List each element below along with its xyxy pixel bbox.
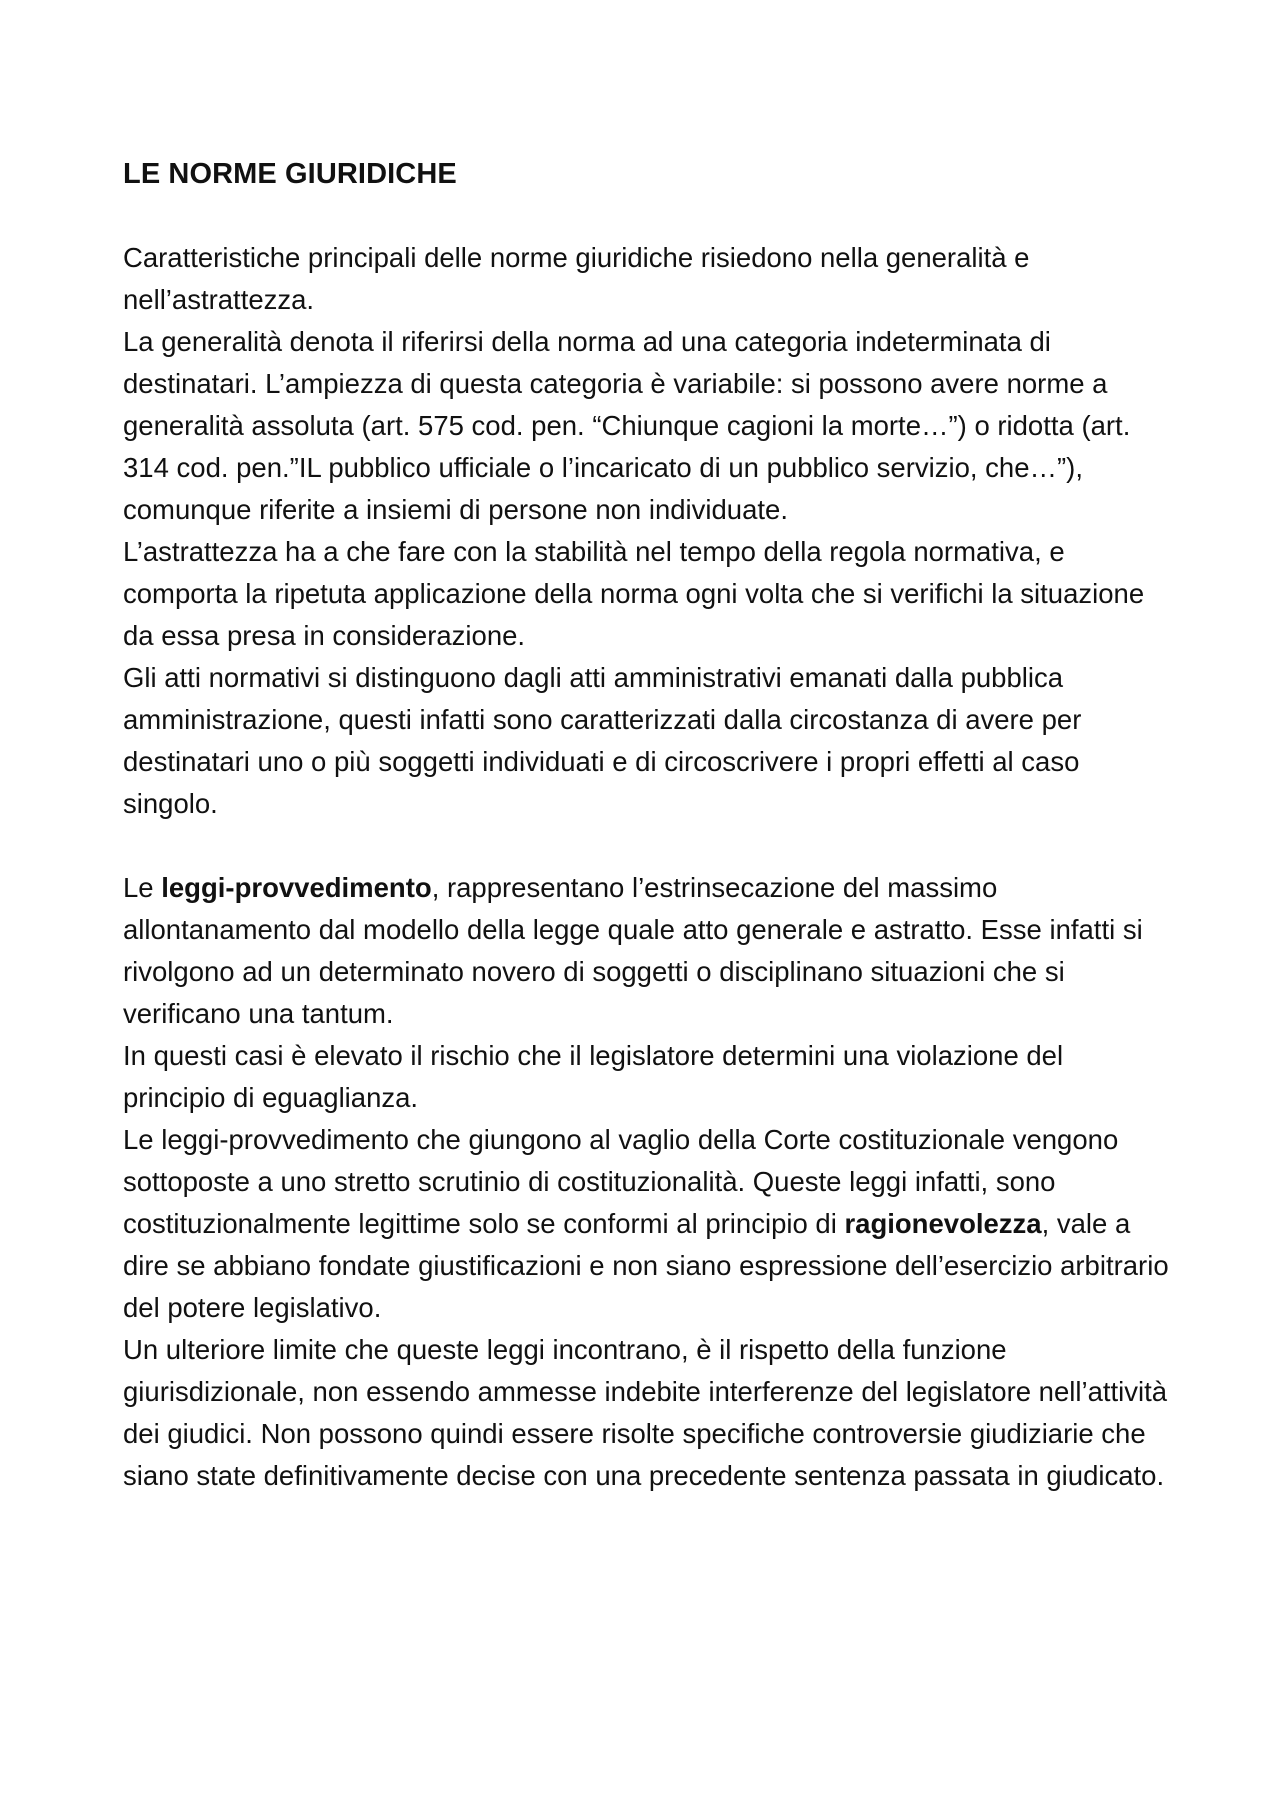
corte-prefix: Le leggi-provvedimento che giungono al vaglio della Corte costituzionale vengono sottoposte a uno stretto scrutinio di costituzionalità. Queste leggi infatti, sono costituzionalmente legittime solo se conformi al principio di <box>123 1124 1119 1239</box>
paragraph-leggi-provvedimento <box>123 867 1173 1035</box>
paragraph-limite: Un ulteriore limite che queste leggi incontrano, è il rispetto della funzione giurisdizionale, non essendo ammesse indebite interferenze del legislatore nell’attività dei giudici. Non possono quindi essere risolte specifiche controversie giudiziarie che siano state definitivamente decise con una precedente sentenza passata in giudicato. <box>123 1334 1168 1491</box>
term-leggi-provvedimento: leggi-provvedimento <box>161 872 432 903</box>
paragraph-atti-normativi: Gli atti normativi si distinguono dagli atti amministrativi emanati dalla pubblica amministrazione, questi infatti sono caratterizzati dalla circostanza di avere per destinatari uno o più soggetti individuati e di circoscrivere i propri effetti al caso singolo. <box>123 662 1082 819</box>
paragraph-caratteristiche: Caratteristiche principali delle norme giuridiche risiedono nella generalità e nell’astrattezza. <box>123 242 1030 315</box>
paragraph-astrattezza: L’astrattezza ha a che fare con la stabilità nel tempo della regola normativa, e comporta la ripetuta applicazione della norma ogni volta che si verifichi la situazione da essa presa in considerazione. <box>123 536 1145 651</box>
paragraph-spacer <box>123 825 1173 867</box>
leggi-prefix: Le <box>123 872 162 903</box>
leggi-suffix: , rappresentano l’estrinsecazione del massimo allontanamento dal modello della legge quale atto generale e astratto. Esse infatti si rivolgono ad un determinato novero di soggetti o disciplinano situazioni che si verificano una tantum. <box>123 872 1143 1029</box>
paragraph-generalita: La generalità denota il riferirsi della norma ad una categoria indeterminata di destinatari. L’ampiezza di questa categoria è variabile: si possono avere norme a generalità assoluta (art. 575 cod. pen. “Chiunque cagioni la morte…”) o ridotta (art. 314 cod. pen.”IL pubblico ufficiale o l’incaricato di un pubblico servizio, che…”), comunque riferite a insiemi di persone non individuate. <box>123 326 1131 525</box>
paragraph-corte-costituzionale <box>123 1119 1173 1329</box>
term-ragionevolezza: ragionevolezza <box>844 1208 1042 1239</box>
document-body <box>123 153 1173 1497</box>
paragraph-rischio: In questi casi è elevato il rischio che il legislatore determini una violazione del principio di eguaglianza. <box>123 1040 1064 1113</box>
document-title: LE NORME GIURIDICHE <box>123 158 457 190</box>
corte-suffix: , vale a dire se abbiano fondate giustificazioni e non siano espressione dell’esercizio arbitrario del potere legislativo. <box>123 1208 1169 1323</box>
